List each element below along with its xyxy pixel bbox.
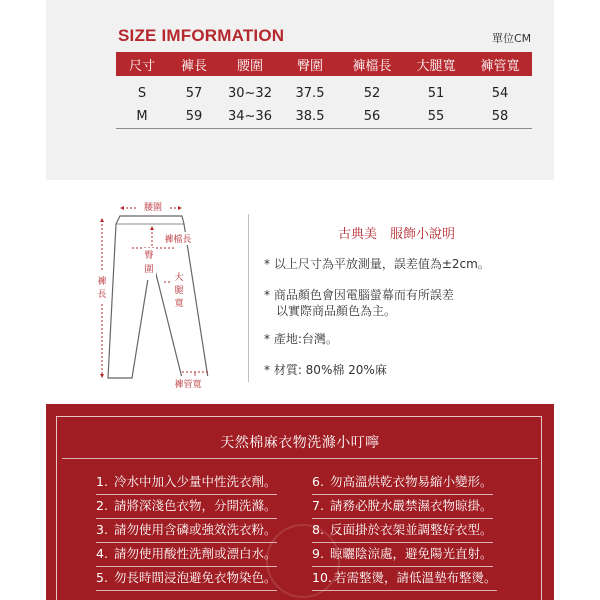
wash-item-text: 勿高溫烘乾衣物易縮小變形。	[330, 474, 493, 489]
notes-title: 古典美 服飾小說明	[338, 227, 456, 242]
wash-item-number: 10.	[312, 570, 332, 585]
header-hip: 臀圍	[280, 52, 340, 76]
wash-item-number: 5.	[96, 570, 108, 585]
table-cell: 55	[404, 104, 468, 129]
diagram-label-thigh-2: 腿	[174, 286, 184, 296]
wash-title: 天然棉麻衣物洗滌小叮嚀	[220, 435, 380, 451]
wash-item-number: 2.	[96, 498, 108, 513]
wash-item-text: 請勿使用酸性洗劑或漂白水。	[114, 546, 277, 561]
note-origin: * 產地:台灣。	[264, 332, 338, 346]
diagram-label-length-2: 長	[97, 290, 107, 300]
wash-item-text: 請勿使用含磷或強效洗衣粉。	[114, 522, 277, 537]
header-hem: 褲管寬	[468, 52, 532, 76]
wash-item	[312, 496, 493, 514]
header-size: 尺寸	[116, 52, 168, 76]
wash-item	[96, 544, 277, 562]
wash-item-number: 4.	[96, 546, 108, 561]
table-cell: 58	[468, 104, 532, 129]
pants-diagram	[92, 196, 220, 392]
size-info-section	[46, 0, 554, 180]
table-cell: 30~32	[228, 85, 272, 101]
size-table	[116, 52, 532, 129]
table-cell: 34~36	[220, 104, 280, 129]
wash-item	[312, 568, 497, 586]
note-color: * 商品顏色會因電腦螢幕而有所誤差	[264, 288, 454, 302]
diagram-label-hip-2: 圍	[144, 265, 154, 275]
table-cell: 37.5	[295, 85, 325, 101]
table-row	[116, 104, 532, 129]
table-cell: 57	[185, 85, 203, 101]
wash-item-number: 9.	[312, 546, 324, 561]
diagram-label-length-1: 褲	[97, 277, 107, 287]
diagram-label-thigh-3: 寬	[174, 299, 184, 309]
table-cell: 52	[363, 85, 381, 101]
wash-care-section	[46, 404, 554, 600]
diagram-label-hip-1: 臀	[144, 251, 154, 261]
wash-item-number: 8.	[312, 522, 324, 537]
table-cell: 54	[491, 85, 509, 101]
wash-item	[96, 496, 277, 514]
wash-item-number: 7.	[312, 498, 324, 513]
diagram-label-rise: 褲檔長	[164, 235, 192, 245]
table-cell: 38.5	[280, 104, 340, 129]
wash-item	[312, 520, 493, 538]
notes-divider	[248, 214, 249, 382]
diagram-label-waist: 腰圍	[143, 203, 163, 213]
wash-item-text: 反面掛於衣架並調整好衣型。	[330, 522, 493, 537]
header-thigh: 大腿寬	[404, 52, 468, 76]
header-waist: 腰圍	[220, 52, 280, 76]
wash-item	[96, 520, 277, 538]
header-length: 褲長	[168, 52, 220, 76]
wash-item-text: 晾曬陰涼處，避免陽光直射。	[330, 546, 493, 561]
wash-item-text: 冷水中加入少量中性洗衣劑。	[114, 474, 277, 489]
table-cell: M	[116, 104, 168, 129]
wash-item	[312, 544, 493, 562]
wash-item	[96, 472, 277, 490]
wash-item-number: 6.	[312, 474, 324, 489]
wash-item-text: 若需整燙，請低溫墊布整燙。	[334, 570, 497, 585]
note-color-cont: 以實際商品顏色為主。	[276, 304, 397, 318]
wash-item-text: 請務必脫水嚴禁濕衣物晾掛。	[330, 498, 493, 513]
wash-item-text: 勿長時間浸泡避免衣物染色。	[114, 570, 277, 585]
table-cell: 59	[168, 104, 220, 129]
size-unit-label: 單位CM	[492, 32, 532, 45]
header-rise: 褲檔長	[340, 52, 404, 76]
wash-title-divider	[62, 458, 538, 459]
wash-item	[96, 568, 277, 586]
table-cell: 56	[340, 104, 404, 129]
diagram-label-thigh-1: 大	[174, 273, 184, 283]
note-measurement: * 以上尺寸為平放測量，誤差值為±2cm。	[264, 257, 490, 271]
table-row	[116, 76, 532, 104]
size-title: SIZE IMFORMATION	[118, 26, 285, 45]
table-cell: 51	[427, 85, 445, 101]
size-table-header	[116, 52, 532, 76]
diagram-label-hem: 褲管寬	[174, 380, 202, 390]
wash-item-text: 請將深淺色衣物，分開洗滌。	[114, 498, 277, 513]
wash-item-number: 3.	[96, 522, 108, 537]
wash-item-number: 1.	[96, 474, 108, 489]
note-material: * 材質: 80%棉 20%麻	[264, 363, 387, 377]
table-cell: S	[137, 85, 147, 101]
wash-item	[312, 472, 493, 490]
